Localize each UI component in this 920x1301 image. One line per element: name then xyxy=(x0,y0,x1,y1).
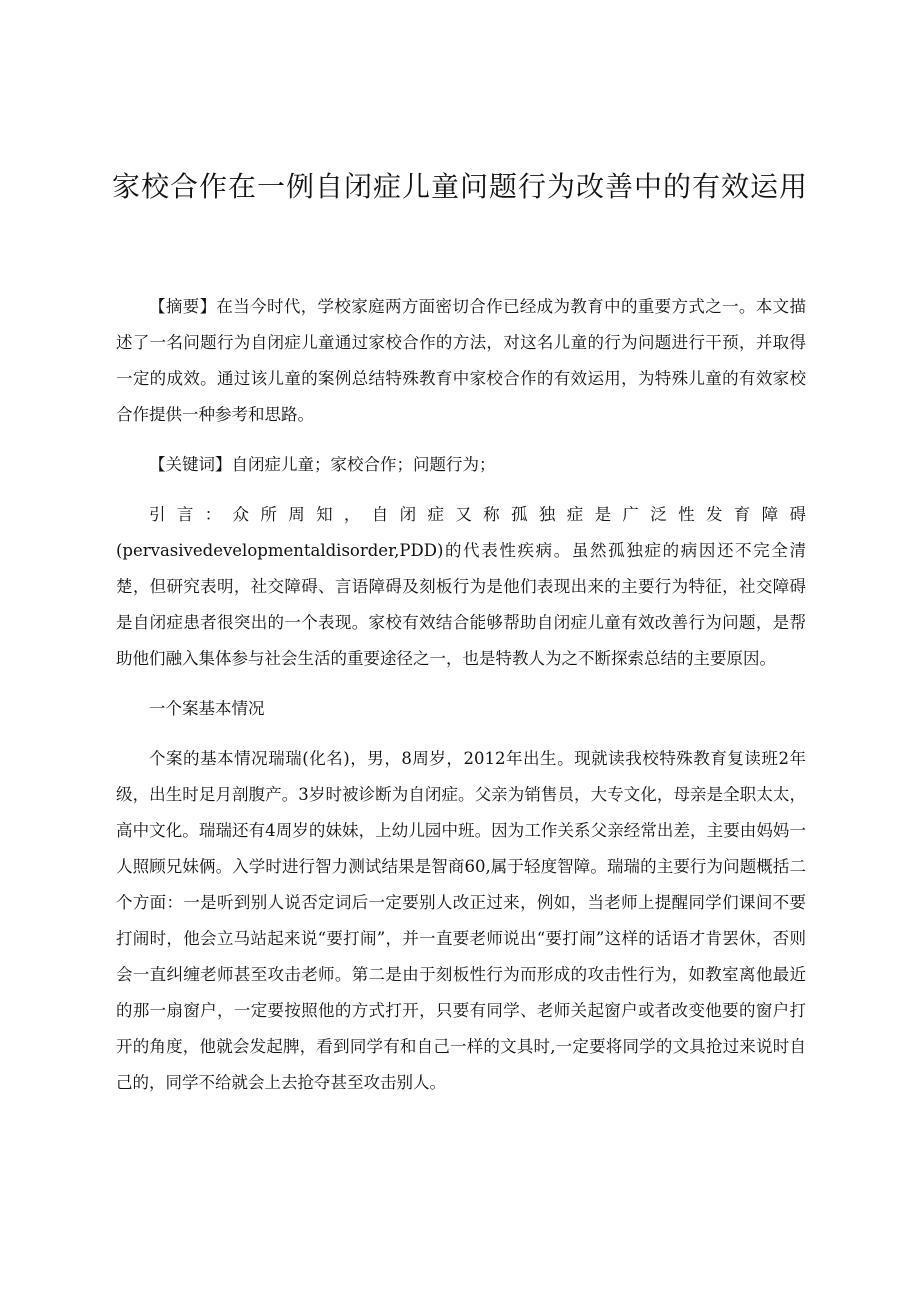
abstract-label: 【摘要】 xyxy=(149,297,217,316)
document-body xyxy=(116,289,806,1101)
keywords-text: 自闭症儿童；家校合作；问题行为； xyxy=(231,455,496,474)
case-paragraph: 个案的基本情况瑞瑞(化名)，男，8周岁，2012年出生。现就读我校特殊教育复读班2年级，出生时足月剖腹产。3岁时被诊断为自闭症。父亲为销售员，大专文化，母亲是全职太太，高中文化。瑞瑞还有4周岁的妹妹，上幼儿园中班。因为工作关系父亲经常出差，主要由妈妈一人照顾兄妹俩。入学时进行智力测试结果是智商60,属于轻度智障。瑞瑞的主要行为问题概括二个方面：一是听到别人说否定词后一定要别人改正过来，例如，当老师上提醒同学们课间不要打闹时，他会立马站起来说“要打闹”，并一直要老师说出“要打闹”这样的话语才肯罢休，否则会一直纠缠老师甚至攻击老师。第二是由于刻板性行为而形成的攻击性行为，如教室离他最近的那一扇窗户，一定要按照他的方式打开，只要有同学、老师关起窗户或者改变他要的窗户打开的角度，他就会发起脾，看到同学有和自己一样的文具时,一定要将同学的文具抢过来说时自己的，同学不给就会上去抢夺甚至攻击别人。 xyxy=(116,749,806,1092)
abstract-text: 在当今时代，学校家庭两方面密切合作已经成为教育中的重要方式之一。本文描述了一名问题行为自闭症儿童通过家校合作的方法，对这名儿童的行为问题进行干预，并取得一定的成效。通过该儿童的案例总结特殊教育中家校合作的有效运用，为特殊儿童的有效家校合作提供一种参考和思路。 xyxy=(116,297,807,424)
keywords-label: 【关键词】 xyxy=(149,455,232,474)
section-heading: 一个案基本情况 xyxy=(149,699,265,718)
document-title: 家校合作在一例自闭症儿童问题行为改善中的有效运用 xyxy=(111,170,808,203)
abstract-paragraph xyxy=(116,289,806,433)
keywords-paragraph xyxy=(116,447,806,483)
intro-paragraph: 引言：众所周知，自闭症又称孤独症是广泛性发育障碍(pervasivedevelopmentaldisorder,PDD)的代表性疾病。虽然孤独症的病因还不完全清楚，但研究表明，社交障碍、言语障碍及刻板行为是他们表现出来的主要行为特征，社交障碍是自闭症患者很突出的一个表现。家校有效结合能够帮助自闭症儿童有效改善行为问题，是帮助他们融入集体参与社会生活的重要途径之一，也是特教人为之不断探索总结的主要原因。 xyxy=(116,505,806,668)
